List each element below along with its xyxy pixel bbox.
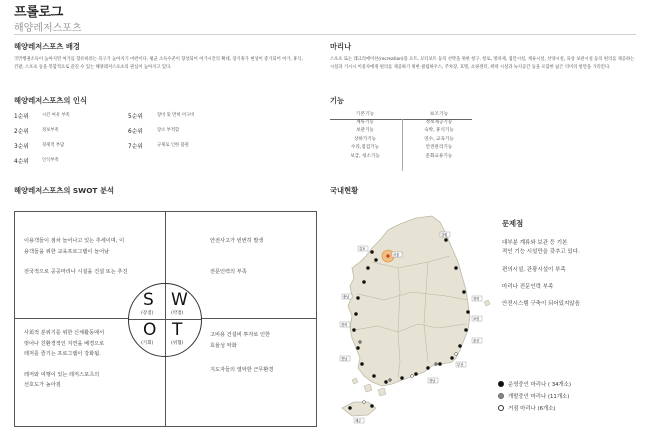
marina-dot xyxy=(438,362,441,365)
marina-dot xyxy=(384,380,387,383)
map-label: 강원 xyxy=(441,233,448,237)
marina-dot xyxy=(363,401,366,404)
swot-label-weakness: (약점) xyxy=(171,311,184,316)
map-label: 제주 xyxy=(355,419,362,423)
legend-item-developing: 개발중인 마리나 (11개소) xyxy=(498,390,571,402)
swot-circle xyxy=(128,283,202,357)
basic-function-item: 보관기능 xyxy=(356,128,374,134)
swot-circle-hline xyxy=(129,319,201,320)
swot-circle-vline xyxy=(165,284,166,356)
map-label: 울산 xyxy=(473,339,480,343)
rank-2-item: 정보부족 xyxy=(42,128,59,133)
rank-1-item: 시간 여유 부족 xyxy=(42,113,70,118)
swot-strengths-text: 이용객들이 점차 늘어나고 있는 추세이며, 이 용객들을 위한 교육프로그램이 늘어남 전국적으로 공공마리나 시설을 건설 또는 추진 xyxy=(24,238,128,275)
marina-dot xyxy=(354,312,357,315)
aux-functions-header: 보조기능 xyxy=(429,112,449,117)
mainland-shape xyxy=(348,216,470,386)
rank-6-item: 장소 부적합 xyxy=(157,128,180,133)
marina-dot xyxy=(464,328,467,331)
marina-dot xyxy=(372,374,375,377)
marina-dot xyxy=(411,375,414,378)
map-label: 김포 xyxy=(359,247,366,251)
basic-function-item: 보급, 청소기능 xyxy=(350,153,380,159)
jeju-island xyxy=(342,402,376,416)
rank-4-item: 인식부족 xyxy=(42,158,59,163)
basic-function-item: 수리,점검기능 xyxy=(350,145,380,151)
legend-dot-icon xyxy=(498,405,504,411)
marina-dot xyxy=(462,290,465,293)
background-text: 국민행권소득이 높아지면 여가를 향유하려는 욕구가 높아지기 마련이다. 평균 소득수준이 향상되어 여가시간의 확대, 장기휴가 현상이 증가되어 여가, 휴식, 건광, 스포츠 등을 복합적으로 즐길 수 있는 해양레저스포츠의 관심이 높아지고 있다. xyxy=(14,57,303,71)
marina-dot xyxy=(450,356,453,359)
korea-map xyxy=(328,212,498,428)
marina-dot xyxy=(362,280,365,283)
swot-opportunities-text: 사회적 분위기를 위한 신체활동에서 벗어나 친환경적인 지연을 배경으로 레저를 즐기는 프로그램이 강화됨. 레저와 여행이 있는 레저스포츠의 선호도가 높아짐 xyxy=(24,330,105,388)
map-label: 포항 xyxy=(473,317,480,321)
aux-function-item: 연수, 교육기능 xyxy=(424,136,454,142)
aux-function-item: 안전관리기능 xyxy=(425,145,453,151)
swot-label-threat: (위협) xyxy=(171,341,184,346)
legend-dot-icon xyxy=(498,393,504,399)
rank-3-item: 경제적 부담 xyxy=(42,143,65,148)
aux-function-item: 정보제공기능 xyxy=(425,120,453,125)
marina-dot xyxy=(366,266,369,269)
swot-letter-s: S xyxy=(143,290,154,310)
map-label: 전남 xyxy=(341,357,348,361)
marina-dot xyxy=(370,404,373,407)
marina-dot xyxy=(466,310,469,313)
page-subtitle: 해양레저스포츠 xyxy=(14,23,82,34)
problem-item: 대부분 계류와 보관 등 기본 xyxy=(502,240,568,246)
marina-dot xyxy=(455,353,458,356)
basic-function-item: 상하가기능 xyxy=(353,136,377,142)
marina-dot xyxy=(426,366,429,369)
marina-dot xyxy=(374,258,377,261)
aux-functions-column xyxy=(404,110,474,161)
domestic-heading: 국내현황 xyxy=(330,186,359,195)
seoul-marker xyxy=(386,254,390,258)
map-label: 전북 xyxy=(341,323,348,327)
swot-threats-text: 고비용 건설비 투자로 인한 효율성 악화 지도자들의 열악한 근무환경 xyxy=(210,332,274,373)
map-label: 경남 xyxy=(429,379,436,383)
marina-dot xyxy=(352,328,355,331)
rank-5-item: 장비 및 면허 미구비 xyxy=(157,113,195,118)
perception-heading: 해양레저스포츠의 인식 xyxy=(14,96,88,105)
aux-function-item: 숙박, 휴식기능 xyxy=(424,128,454,134)
basic-functions-header: 기본기능 xyxy=(355,112,375,117)
rank-4-label: 4순위 xyxy=(14,159,29,165)
map-label: 서울 xyxy=(393,253,400,257)
problem-item: 마리나 전문인력 부족 xyxy=(502,283,554,290)
marina-dot xyxy=(444,238,447,241)
legend-item-hub: 거점 마리나 (6개소) xyxy=(498,402,571,414)
marina-dot xyxy=(400,376,403,379)
rank-7-item: 규제로 인한 불편 xyxy=(157,143,189,148)
map-label: 경북 xyxy=(473,297,480,301)
swot-letter-w: W xyxy=(171,290,188,310)
rank-5-label: 5순위 xyxy=(128,114,143,120)
swot-letter-t: T xyxy=(172,320,183,340)
rank-7-label: 7순위 xyxy=(128,144,143,150)
problems-list xyxy=(502,239,636,309)
swot-letter-o: O xyxy=(143,320,157,340)
marina-dot xyxy=(356,346,359,349)
marina-dot xyxy=(348,406,351,409)
background-heading: 해양레저스포츠 배경 xyxy=(14,42,80,51)
problem-item: 적인 기능 시설만을 갖추고 있다. xyxy=(502,249,580,256)
map-label: 충남 xyxy=(343,295,350,299)
basic-functions-column xyxy=(330,110,400,161)
rank-6-label: 6순위 xyxy=(128,129,143,135)
marina-text: 스포츠 또는 레크리에이션(recreation)용 요트, 모터보트 등의 선박을 위한 항구. 항로, 방파제, 접안시설, 계류시설, 선양시설, 육상 보관시설 등의 편의를 제공하는 시설과 거시시 이용자에게 편의를 제공하기 위한 클럽하우스, 주차장, 호텔, 쇼핑센터, 위락 시설과 녹지공간 등을 포함한 넓은 의미의 항만을 가리킨다. xyxy=(330,57,635,71)
swot-label-strength: (강점) xyxy=(141,311,154,316)
swot-heading: 해양레저스포츠의 SWOT 분석 xyxy=(14,186,115,195)
problems-heading: 문제점 xyxy=(502,219,524,228)
rank-1-label: 1순위 xyxy=(14,114,29,120)
basic-function-item: 계류기능 xyxy=(356,120,374,125)
marina-dot xyxy=(414,372,417,375)
rank-2-label: 2순위 xyxy=(14,129,29,135)
rank-3-label: 3순위 xyxy=(14,144,29,150)
ulleung-island xyxy=(484,300,490,306)
functions-column-divider xyxy=(402,119,403,171)
problem-item: 편의시설, 관광시설이 부족 xyxy=(502,266,566,273)
marina-dot xyxy=(454,266,457,269)
marina-dot xyxy=(356,296,359,299)
marina-dot xyxy=(360,362,363,365)
marina-dot xyxy=(458,344,461,347)
legend-item-operating: 운영중인 마리나 ( 34개소) xyxy=(498,378,571,390)
swot-weaknesses-text: 안전사고가 빈번히 발생 전문인력의 부족 xyxy=(210,238,264,275)
problem-item: 안전시스템 구축이 되어있지않음 xyxy=(502,301,580,308)
map-label: 부산 xyxy=(457,363,464,367)
aux-function-item: 문화교류기능 xyxy=(425,153,453,159)
map-legend xyxy=(498,378,571,414)
marina-dot xyxy=(370,250,373,253)
legend-dot-icon xyxy=(498,381,504,387)
swot-label-opportunity: (기회) xyxy=(141,341,154,346)
marina-heading: 마리나 xyxy=(330,42,352,51)
marina-dot xyxy=(389,379,392,382)
page-title: 프롤로그 xyxy=(14,5,64,20)
marina-dot xyxy=(435,363,438,366)
marina-dot xyxy=(359,341,362,344)
functions-heading: 기능 xyxy=(330,96,345,105)
header-divider xyxy=(14,34,636,35)
